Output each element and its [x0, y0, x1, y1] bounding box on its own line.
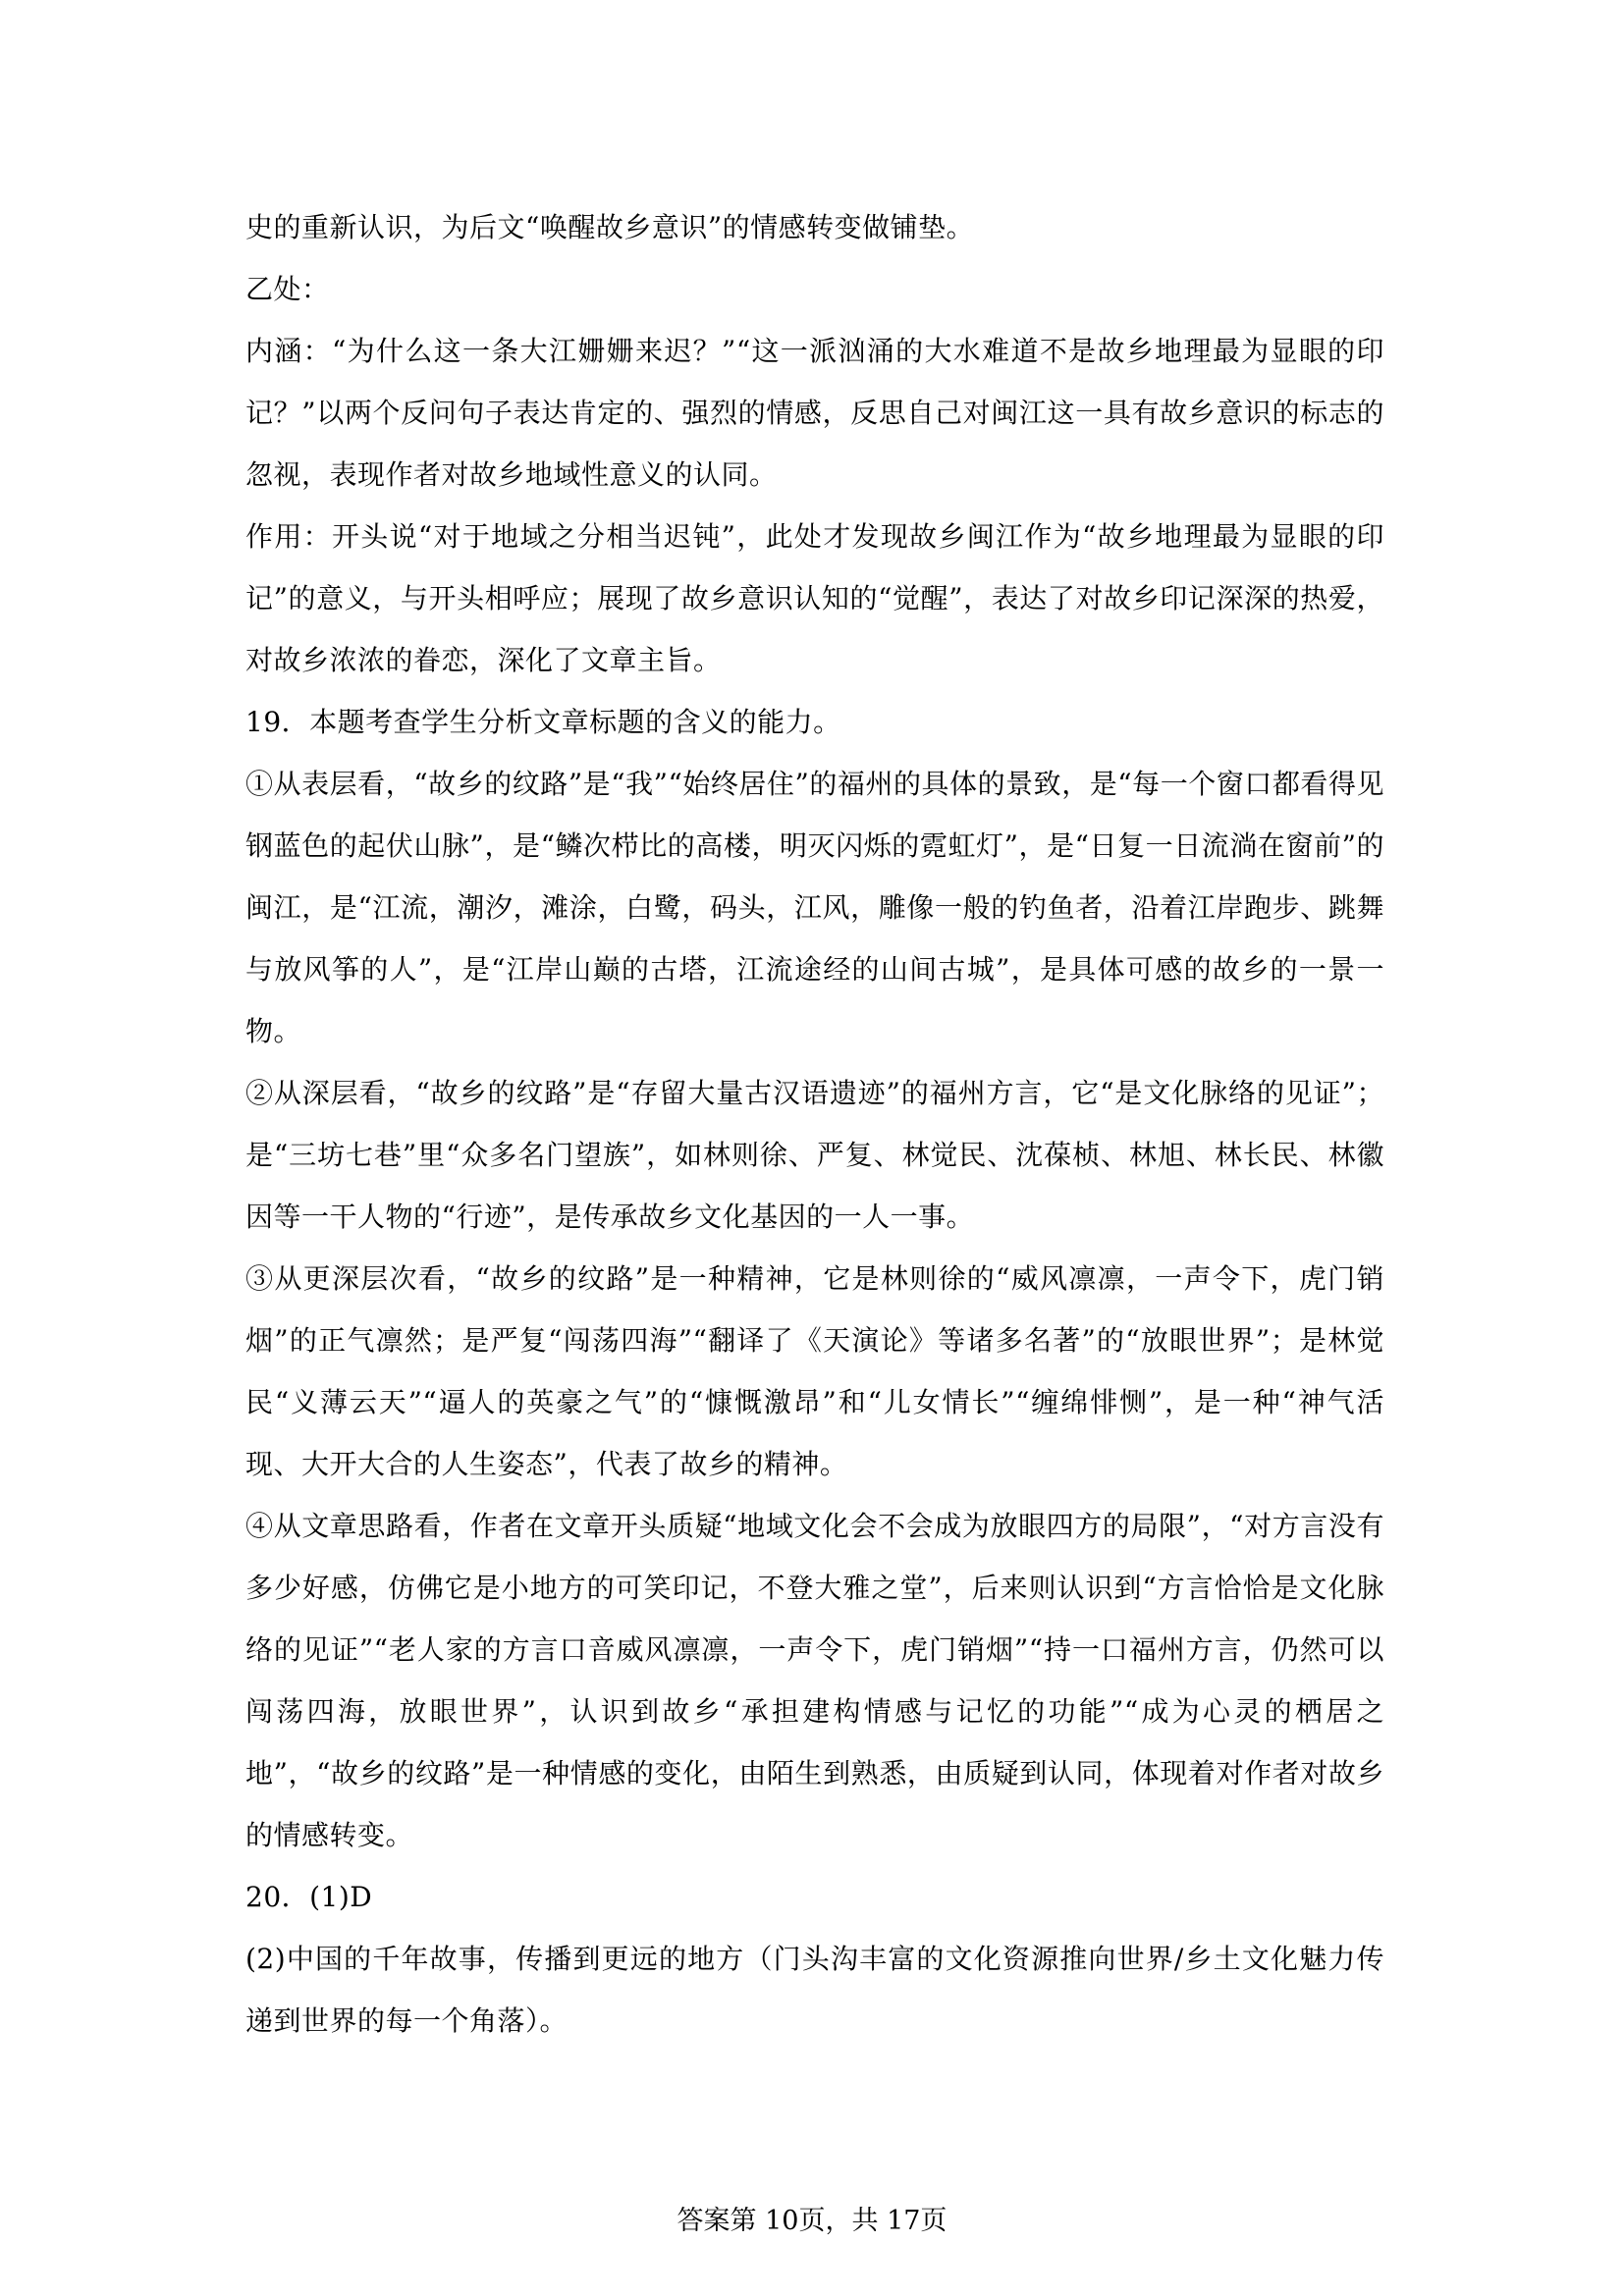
question-19-point-2: ②从深层看，“故乡的纹路”是“存留大量古汉语遗迹”的福州方言，它“是文化脉络的见证”；是“三坊七巷”里“众多名门望族”，如林则徐、严复、林觉民、沈葆桢、林旭、林长民、林徽因等一干人物的“行迹”，是传承故乡文化基因的一人一事。	[245, 1077, 1384, 1233]
question-19-heading: 19．本题考查学生分析文章标题的含义的能力。	[245, 706, 841, 738]
paragraph-function: 作用：开头说“对于地域之分相当迟钝”，此处才发现故乡闽江作为“故乡地理最为显眼的印记”的意义，与开头相呼应；展现了故乡意识认知的“觉醒”，表达了对故乡印记深深的热爱，对故乡浓浓的眷恋，深化了文章主旨。	[245, 520, 1384, 676]
question-20-part-2: (2)中国的千年故事，传播到更远的地方（门头沟丰富的文化资源推向世界/乡土文化魅力传递到世界的每一个角落）。	[245, 1943, 1384, 2037]
paragraph-connotation: 内涵：“为什么这一条大江姗姗来迟？”“这一派汹涌的大水难道不是故乡地理最为显眼的印记？”以两个反问句子表达肯定的、强烈的情感，反思自己对闽江这一具有故乡意识的标志的忽视，表现作者对故乡地域性意义的认同。	[245, 335, 1384, 491]
paragraph-section-yi: 乙处：	[245, 273, 330, 305]
page-footer: 答案第 10页，共 17页	[677, 2206, 947, 2236]
paragraph-continuation: 史的重新认识，为后文“唤醒故乡意识”的情感转变做铺垫。	[245, 211, 975, 243]
question-20-part-1: 20．(1)D	[245, 1881, 373, 1913]
question-19-point-3: ③从更深层次看，“故乡的纹路”是一种精神，它是林则徐的“威风凛凛，一声令下，虎门销烟”的正气凛然；是严复“闯荡四海”“翻译了《天演论》等诸多名著”的“放眼世界”；是林觉民“义薄云天”“逼人的英豪之气”的“慷慨激昂”和“儿女情长”“缠绵悱恻”，是一种“神气活现、大开大合的人生姿态”，代表了故乡的精神。	[245, 1262, 1384, 1480]
question-19-point-1: ①从表层看，“故乡的纹路”是“我”“始终居住”的福州的具体的景致，是“每一个窗口都看得见钢蓝色的起伏山脉”，是“鳞次栉比的高楼，明灭闪烁的霓虹灯”，是“日复一日流淌在窗前”的闽江，是“江流，潮汐，滩涂，白鹭，码头，江风，雕像一般的钓鱼者，沿着江岸跑步、跳舞与放风筝的人”，是“江岸山巅的古塔，江流途经的山间古城”，是具体可感的故乡的一景一物。	[245, 768, 1384, 1047]
answer-body	[245, 196, 1384, 2052]
question-19-point-4: ④从文章思路看，作者在文章开头质疑“地域文化会不会成为放眼四方的局限”，“对方言没有多少好感，仿佛它是小地方的可笑印记，不登大雅之堂”，后来则认识到“方言恰恰是文化脉络的见证”“老人家的方言口音威风凛凛，一声令下，虎门销烟”“持一口福州方言，仍然可以闯荡四海，放眼世界”，认识到故乡“承担建构情感与记忆的功能”“成为心灵的栖居之地”，“故乡的纹路”是一种情感的变化，由陌生到熟悉，由质疑到认同，体现着对作者对故乡的情感转变。	[245, 1510, 1384, 1851]
